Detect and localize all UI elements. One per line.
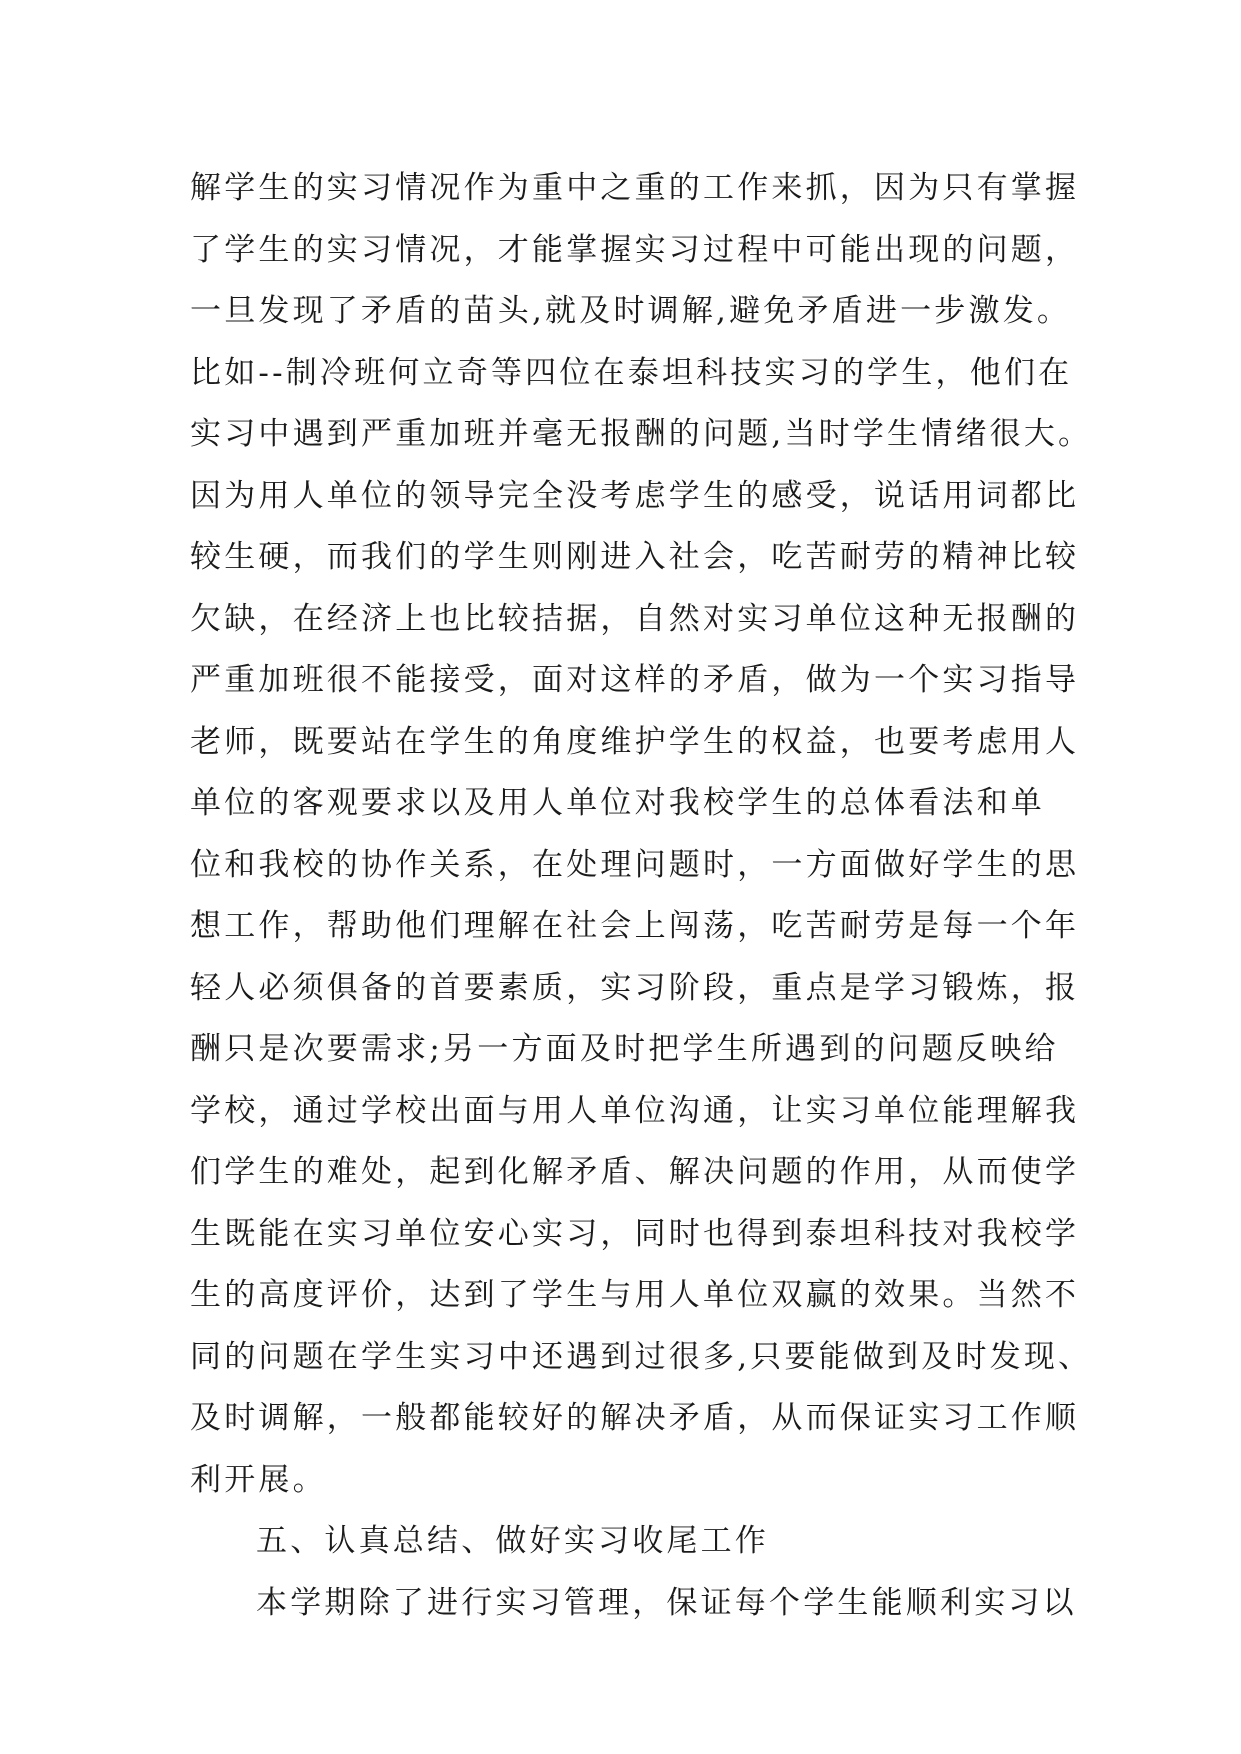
text-line: 解学生的实习情况作为重中之重的工作来抓，因为只有掌握	[190, 170, 1080, 206]
text-line: 学校，通过学校出面与用人单位沟通，让实习单位能理解我	[190, 1092, 1080, 1129]
text-line: 酬只是次要需求;另一方面及时把学生所遇到的问题反映给	[190, 1031, 1059, 1067]
text-line: 想工作，帮助他们理解在社会上闯荡，吃苦耐劳是每一个年	[190, 908, 1080, 944]
text-line: 生既能在实习单位安心实习，同时也得到泰坦科技对我校学	[190, 1215, 1080, 1252]
text-line: 比如--制冷班何立奇等四位在泰坦科技实习的学生，他们在	[190, 354, 1073, 391]
text-line: 一旦发现了矛盾的苗头,就及时调解,避免矛盾进一步激发。	[190, 293, 1072, 329]
text-line: 位和我校的协作关系，在处理问题时，一方面做好学生的思	[190, 846, 1080, 883]
paragraph-start-line: 本学期除了进行实习管理，保证每个学生能顺利实习以	[256, 1584, 1077, 1621]
text-line: 利开展。	[190, 1461, 327, 1498]
text-line: 单位的客观要求以及用人单位对我校学生的总体看法和单	[190, 785, 1045, 821]
body-text	[190, 158, 1093, 1634]
text-line: 严重加班很不能接受，面对这样的矛盾，做为一个实习指导	[190, 662, 1080, 698]
text-line: 轻人必须俱备的首要素质，实习阶段，重点是学习锻炼，报	[190, 969, 1080, 1006]
section-heading: 五、认真总结、做好实习收尾工作	[256, 1523, 769, 1559]
text-line: 生的高度评价，达到了学生与用人单位双赢的效果。当然不	[190, 1277, 1080, 1313]
text-line: 同的问题在学生实习中还遇到过很多,只要能做到及时发现、	[190, 1338, 1093, 1375]
text-line: 因为用人单位的领导完全没考虑学生的感受，说话用词都比	[190, 477, 1080, 514]
text-line: 较生硬，而我们的学生则刚进入社会，吃苦耐劳的精神比较	[190, 539, 1080, 575]
text-line: 们学生的难处，起到化解矛盾、解决问题的作用，从而使学	[190, 1154, 1080, 1190]
text-line: 老师，既要站在学生的角度维护学生的权益，也要考虑用人	[190, 723, 1080, 760]
text-line: 实习中遇到严重加班并毫无报酬的问题,当时学生情绪很大。	[190, 416, 1093, 452]
text-line: 及时调解，一般都能较好的解决矛盾，从而保证实习工作顺	[190, 1400, 1080, 1436]
text-line: 了学生的实习情况，才能掌握实习过程中可能出现的问题，	[190, 231, 1080, 268]
text-line: 欠缺，在经济上也比较拮据，自然对实习单位这种无报酬的	[190, 600, 1080, 637]
